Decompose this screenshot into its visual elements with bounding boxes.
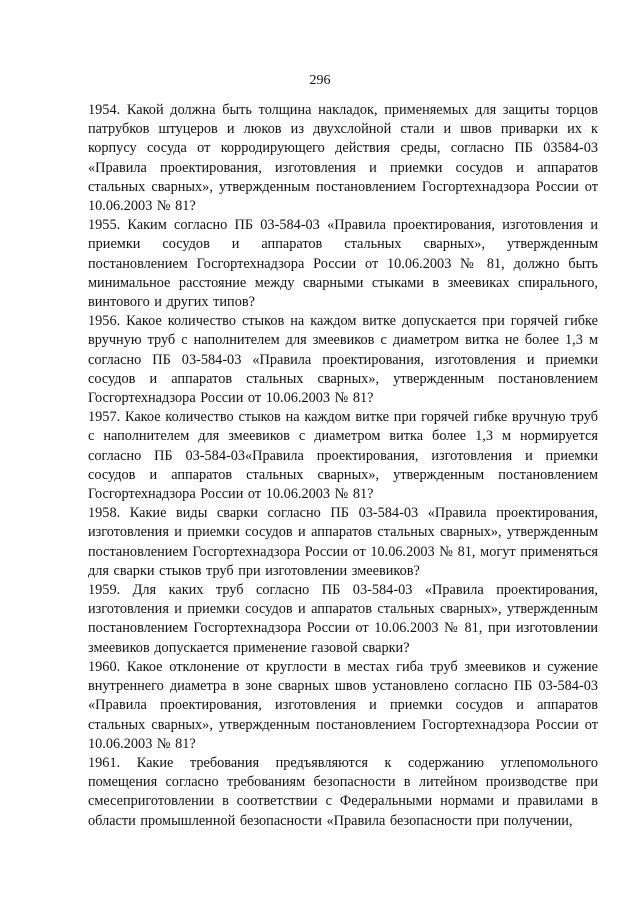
question-list — [88, 101, 598, 831]
question-1954: 1954. Какой должна быть толщина накладок, применяемых для защиты торцов патрубков штуцеров и люков из двухслойной стали и швов приварки их к корпусу сосуда от корродирующего действия среды, согласно ПБ 03584-03 «Правила проектирования, изготовления и приемки сосудов и аппаратов стальных сварных», утвержденным постановлением Госгортехнадзора России от 10.06.2003 № 81? — [88, 102, 598, 215]
question-1961: 1961. Какие требования предъявляются к содержанию углепомольного помещения согласно требованиям безопасности в литейном производстве при смесеприготовлении в соответствии с Федеральными нормами и правилами в области промышленной безопасности «Правила безопасности при получении, — [88, 754, 598, 829]
page-number: 296 — [309, 73, 331, 88]
question-1955: 1955. Каким согласно ПБ 03-584-03 «Правила проектирования, изготовления и приемки сосудов и аппаратов стальных сварных», утвержденным постановлением Госгортехнадзора России от 10.06.2003 № 81, должно быть минимальное расстояние между сварными стыками в змеевиках спирального, винтового и других типов? — [88, 217, 598, 311]
question-1960: 1960. Какое отклонение от круглости в местах гиба труб змеевиков и сужение внутреннего диаметра в зоне сварных швов установлено согласно ПБ 03-584-03 «Правила проектирования, изготовления и приемки сосудов и аппаратов стальных сварных», утвержденным постановлением Госгортехнадзора России от 10.06.2003 № 81? — [88, 658, 598, 752]
question-1957: 1957. Какое количество стыков на каждом витке при горячей гибке вручную труб с наполнителем для змеевиков с диаметром витка более 1,3 м нормируется согласно ПБ 03-584-03«Правила проектирования, изготовления и приемки сосудов и аппаратов стальных сварных», утвержденным постановлением Госгортехнадзора России от 10.06.2003 № 81? — [88, 409, 598, 503]
question-1958: 1958. Какие виды сварки согласно ПБ 03-584-03 «Правила проектирования, изготовления и приемки сосудов и аппаратов стальных сварных», утвержденным постановлением Госгортехнадзора России от 10.06.2003 № 81, могут применяться для сварки стыков труб при изготовлении змеевиков? — [88, 505, 598, 579]
question-1959: 1959. Для каких труб согласно ПБ 03-584-03 «Правила проектирования, изготовления и приемки сосудов и аппаратов стальных сварных», утвержденным постановлением Госгортехнадзора России от 10.06.2003 № 81, при изготовлении змеевиков допускается применение газовой сварки? — [88, 582, 598, 656]
question-1956: 1956. Какое количество стыков на каждом витке допускается при горячей гибке вручную труб с наполнителем для змеевиков с диаметром витка не более 1,3 м согласно ПБ 03-584-03 «Правила проектирования, изготовления и приемки сосудов и аппаратов стальных сварных», утвержденным постановлением Госгортехнадзора России от 10.06.2003 № 81? — [88, 313, 598, 407]
